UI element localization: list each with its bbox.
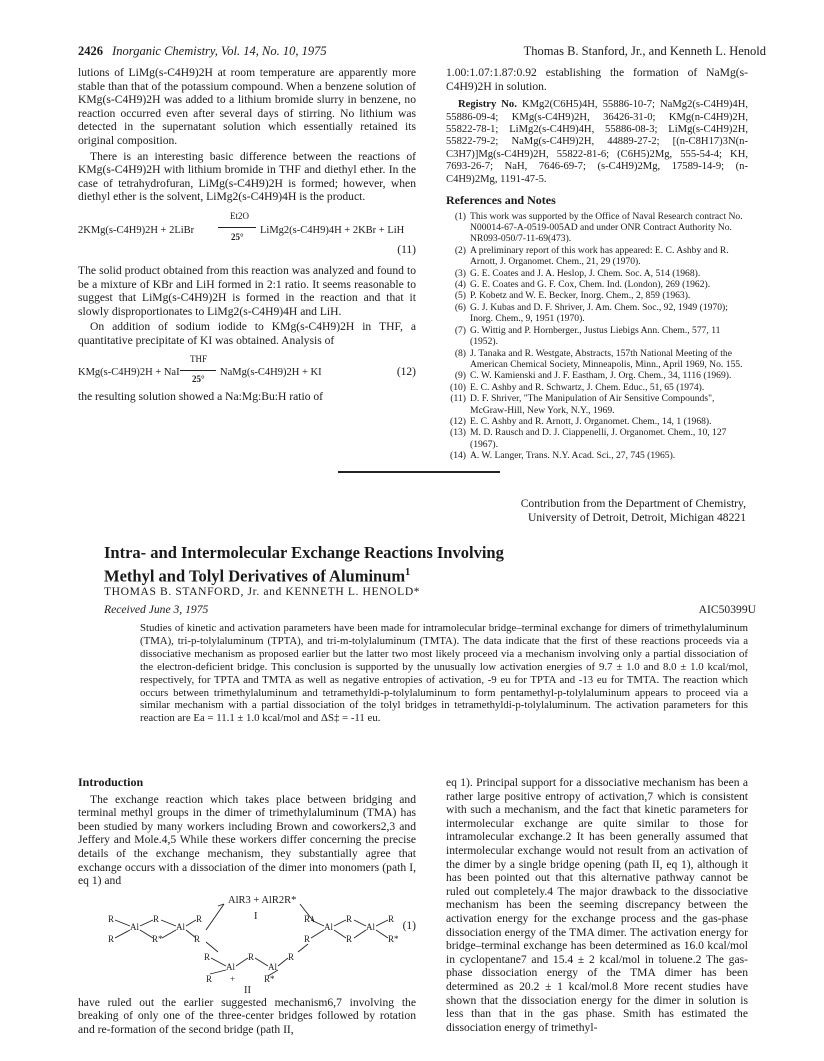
reference-text: E. C. Ashby and R. Schwartz, J. Chem. Educ., 51, 65 (1974). [470, 381, 705, 393]
running-authors: Thomas B. Stanford, Jr., and Kenneth L. Henold [523, 44, 766, 58]
page-number: 2426 [78, 44, 103, 58]
reference-number: (1) [454, 210, 466, 222]
reference-item [446, 279, 748, 290]
reference-number: (8) [454, 347, 466, 359]
svg-text:R: R [194, 933, 201, 944]
contribution-line-1: Contribution from the Department of Chemistry, [520, 497, 746, 510]
svg-text:Al: Al [130, 921, 139, 932]
intro-left-column [78, 776, 416, 1039]
svg-text:+: + [230, 973, 236, 984]
eq11-arrow-bottom: 25° [231, 231, 244, 242]
reference-text: E. C. Ashby and R. Arnott, J. Organomet. Chem., 14, 1 (1968). [470, 415, 712, 427]
reference-number: (5) [454, 290, 466, 302]
manuscript-code: AIC50399U [698, 603, 756, 616]
eq12-arrow-top: THF [190, 353, 208, 364]
reference-text: M. D. Rausch and D. J. Ciappenelli, J. Organomet. Chem., 10, 127 (1967). [470, 427, 727, 450]
reference-item [446, 382, 748, 393]
eq12-arrow [180, 370, 216, 371]
page-header [78, 44, 327, 59]
eq11-number: (11) [397, 243, 416, 256]
eq12-lhs: KMg(s-C4H9)2H + NaI [78, 366, 180, 378]
reference-number: (12) [450, 415, 466, 427]
intro-left-para-1: The exchange reaction which takes place between bridging and terminal methyl groups in the dimer of trimethylaluminum (TMA) has been studied by many workers including Brown and coworkers2,3 and Jeffery and Mole.4,5 While these workers differ concerning the precise details of the exchange mechanism, they substantially agree that exchange occurs with a dissociation of the dimer into monomers (path I, eq 1) and [78, 792, 416, 888]
svg-text:R: R [346, 933, 353, 944]
reference-text: J. Tanaka and R. Westgate, Abstracts, 157th National Meeting of the American Chemical Society, Minneapolis, Minn., April 1969, No. 155. [470, 347, 743, 370]
title-footnote: 1 [405, 567, 411, 578]
reference-text: G. E. Coates and G. F. Cox, Chem. Ind. (London), 269 (1962). [470, 279, 711, 291]
scheme-eq-number: (1) [402, 919, 416, 932]
reference-item [446, 348, 748, 371]
scheme-path-I-label: I [254, 910, 258, 922]
prev-para-2: There is an interesting basic difference between the reactions of KMg(s-C4H9)2H with lithium bromide in THF and diethyl ether. In the case of tetrahydrofuran, LiMg(s-C4H9)2H is formed; however, when diethyl ether is the solvent, LiMg2(s-C4H9)4H is the product. [78, 149, 416, 204]
svg-text:R: R [388, 913, 395, 924]
reference-text: D. F. Shriver, "The Manipulation of Air Sensitive Compounds", McGraw-Hill, New York, N.Y., 1969. [470, 393, 715, 416]
prev-para-1: lutions of LiMg(s-C4H9)2H at room temperature are apparently more stable than that of the potassium compound. When a benzene solution of KMg(s-C4H9)2H was added to a lithium bromide slurry in benzene, no reaction occurred even after several days of stirring. No lithium was detected in the supernatant solution which essentially retained its original composition. [78, 66, 416, 147]
title-line-2: Methyl and Tolyl Derivatives of Aluminum [104, 566, 406, 586]
svg-text:R*: R* [152, 933, 163, 944]
intro-right-para-1: eq 1). Principal support for a dissociative mechanism has been a rather large positive entropy of activation,7 which is consistent with such a mechanism, and the fact that kinetic parameters for intermolecular exchange are quite similar to those for intramolecular exchange.2 It has been generally assumed that intermolecular exchange would not result from an activation of the dimer by a single bridge opening (path II, eq 1), although it has been pointed out that this alternative pathway cannot be ruled out completely.4 The major drawback to the dissociative mechanism has been the seeming discrepancy between the activation energy for the exchange process and the gas-phase dissociation energy of the TMA dimer. The activation energy for bridge–terminal exchange has been determined as 16.0 kcal/mol in cyclopentane7 and 15.4 ± 2 kcal/mol in toluene.2 The gas-phase dissociation energy of the TMA dimer has been determined as 20.2 ± 1 kcal/mol.8 More recent studies have shown that the dissociation energy for the dimer in solution is less than that in the gas phase. Smith has estimated the dissociation energy of trimethyl- [446, 776, 748, 1034]
svg-text:R: R [153, 913, 160, 924]
svg-text:Al: Al [176, 921, 185, 932]
reference-item [446, 427, 748, 450]
reference-item [446, 325, 748, 348]
svg-text:Al: Al [324, 921, 333, 932]
reference-text: C. W. Kamienski and J. F. Eastham, J. Org. Chem., 34, 1116 (1969). [470, 370, 732, 382]
svg-text:R: R [204, 951, 211, 962]
reference-number: (3) [454, 267, 466, 279]
reference-item [446, 450, 748, 461]
reference-text: This work was supported by the Office of Naval Research contract No. N00014-67-A-0519-005AD and under ONR Contract Authority No. NR093-050/7-11-69(473). [470, 210, 743, 245]
equation-11 [78, 208, 416, 256]
reference-item [446, 393, 748, 416]
prev-right-column [446, 66, 748, 462]
svg-text:R*: R* [264, 973, 275, 984]
eq11-arrow [218, 227, 256, 228]
svg-text:R: R [288, 951, 295, 962]
reference-item [446, 245, 748, 268]
svg-text:R: R [108, 913, 115, 924]
svg-text:R: R [108, 933, 115, 944]
reference-item [446, 211, 748, 245]
reference-number: (4) [454, 279, 466, 291]
eq11-lhs: 2KMg(s-C4H9)2H + 2LiBr [78, 224, 195, 236]
reference-number: (10) [450, 381, 466, 393]
eq12-rhs: NaMg(s-C4H9)2H + KI [220, 366, 322, 378]
svg-text:R*: R* [388, 933, 399, 944]
reference-number: (11) [450, 393, 466, 405]
svg-text:R: R [304, 933, 311, 944]
article-authors: THOMAS B. STANFORD, Jr. and KENNETH L. HENOLD* [104, 585, 421, 598]
received-date: Received June 3, 1975 [104, 603, 209, 616]
reference-item [446, 302, 748, 325]
eq11-rhs: LiMg2(s-C4H9)4H + 2KBr + LiH [260, 224, 405, 236]
reference-item [446, 268, 748, 279]
prev-right-para-1: 1.00:1.07:1.87:0.92 establishing the formation of NaMg(s-C4H9)2H in solution. [446, 66, 748, 93]
eq11-arrow-top: Et2O [230, 210, 249, 221]
equation-12 [78, 352, 416, 386]
reference-text: G. E. Coates and J. A. Heslop, J. Chem. Soc. A, 514 (1968). [470, 267, 701, 279]
reference-number: (6) [454, 301, 466, 313]
reference-number: (7) [454, 324, 466, 336]
reference-text: P. Kobetz and W. E. Becker, Inorg. Chem., 2, 859 (1963). [470, 290, 691, 302]
svg-text:R: R [346, 913, 353, 924]
reference-number: (9) [454, 370, 466, 382]
article-divider [338, 471, 500, 473]
references-heading: References and Notes [446, 193, 556, 208]
scheme-1 [78, 890, 416, 996]
registry-text: KMg2(C6H5)4H, 55886-10-7; NaMg2(s-C4H9)4H, 55886-09-4; KMg(s-C4H9)2H, 36426-31-0; KMg(n-C4H9)2H, 55822-78-1; LiMg2(s-C4H9)4H, 55886-08-3; LiMg(s-C4H9)2H, 55822-79-2; NaMg(s-C4H9)2H, 44889-27-2; [(n-C8H17)3N(n-C3H7)]Mg(s-C4H9)2H, 55822-81-6; (C6H5)2Mg, 555-54-4; KH, 7693-26-7; NaH, 7646-69-7; (s-C4H9)2Mg, 17589-14-9; (n-C4H9)2Mg, 1191-47-5. [446, 99, 748, 185]
intro-heading: Introduction [78, 775, 144, 789]
registry-numbers [446, 99, 748, 186]
reference-number: (14) [450, 450, 466, 462]
prev-para-5: the resulting solution showed a Na:Mg:Bu:H ratio of [78, 389, 324, 403]
eq12-arrow-bottom: 25° [192, 373, 205, 384]
reference-number: (13) [450, 427, 466, 439]
eq12-number: (12) [396, 365, 416, 378]
svg-text:R: R [196, 913, 203, 924]
reference-text: G. J. Kubas and D. F. Shriver, J. Am. Chem. Soc., 92, 1949 (1970); Inorg. Chem., 9, 1951 (1970). [470, 301, 728, 325]
svg-text:Al: Al [268, 961, 277, 972]
svg-text:R: R [304, 913, 311, 924]
reference-text: A. W. Langer, Trans. N.Y. Acad. Sci., 27, 745 (1965). [470, 450, 676, 462]
abstract: Studies of kinetic and activation parameters have been made for intramolecular bridge–terminal exchange for dimers of trimethylaluminum (TMA), tri-p-tolylaluminum (TPTA), and tri-m-tolylaluminum (TMTA). The data indicate that the first of these reactions proceeds via a dissociative mechanism as proposed earlier but the latter two most likely proceed via a mechanism involving only a partial dissociation of the electron-deficient bridge. This conclusion is supported by the unusually low activation energies of 9.7 ± 1.0 and 8.0 ± 1.0 kcal/mol, respectively, for TPTA and TMTA as well as negative entropies of activation, -9 eu for TPTA and -13 eu for TMTA. The reaction which occurs between trimethylaluminum and tetramethyldi-p-tolylaluminum to form pentamethyl-p-tolylaluminum appears to proceed via a similar mechanism with a partial dissociation of the tolyl bridges in tetramethyldi-p-tolylaluminum. The activation parameters for this reaction are Ea = 11.1 ± 1.0 kcal/mol and ΔS‡ = -11 eu. [140, 622, 748, 725]
svg-text:R: R [206, 973, 213, 984]
svg-text:Al: Al [226, 961, 235, 972]
reference-item [446, 416, 748, 427]
prev-para-4: On addition of sodium iodide to KMg(s-C4H9)2H in THF, a quantitative precipitate of KI was obtained. Analysis of [78, 320, 416, 347]
references-list [446, 211, 748, 462]
reference-item [446, 290, 748, 301]
reference-text: A preliminary report of this work has appeared: E. C. Ashby and R. Arnott, J. Organomet. Chem., 21, 29 (1970). [470, 244, 729, 268]
journal-citation: Inorganic Chemistry, Vol. 14, No. 10, 1975 [112, 44, 327, 58]
scheme-top-product: AlR3 + AlR2R* [228, 894, 297, 906]
reference-item [446, 370, 748, 381]
svg-text:Al: Al [366, 921, 375, 932]
intro-right-column [446, 776, 748, 1036]
registry-label: Registry No. [458, 99, 517, 111]
title-line-1: Intra- and Intermolecular Exchange Reactions Involving [104, 543, 504, 562]
scheme-path-II-label: II [244, 984, 251, 996]
prev-para-3: The solid product obtained from this reaction was analyzed and found to be a mixture of KBr and LiH formed in 2:1 ratio. It seems reasonable to suggest that LiMg(s-C4H9)2H is formed in the reaction and that it slowly disproportionates to LiMg2(s-C4H9)4H and LiH. [78, 263, 416, 318]
intro-left-para-2: have ruled out the earlier suggested mechanism6,7 involving the breaking of only one of the three-center bridges followed by rotation and re-formation of the second bridge (path II, [78, 995, 416, 1036]
article-title [104, 543, 504, 587]
reference-text: G. Wittig and P. Hornberger., Justus Liebigs Ann. Chem., 577, 11 (1952). [470, 324, 721, 348]
svg-text:R: R [248, 951, 255, 962]
reference-number: (2) [454, 244, 466, 256]
prev-left-column [78, 66, 416, 405]
contribution-line-2: University of Detroit, Detroit, Michigan 48221 [528, 511, 746, 524]
